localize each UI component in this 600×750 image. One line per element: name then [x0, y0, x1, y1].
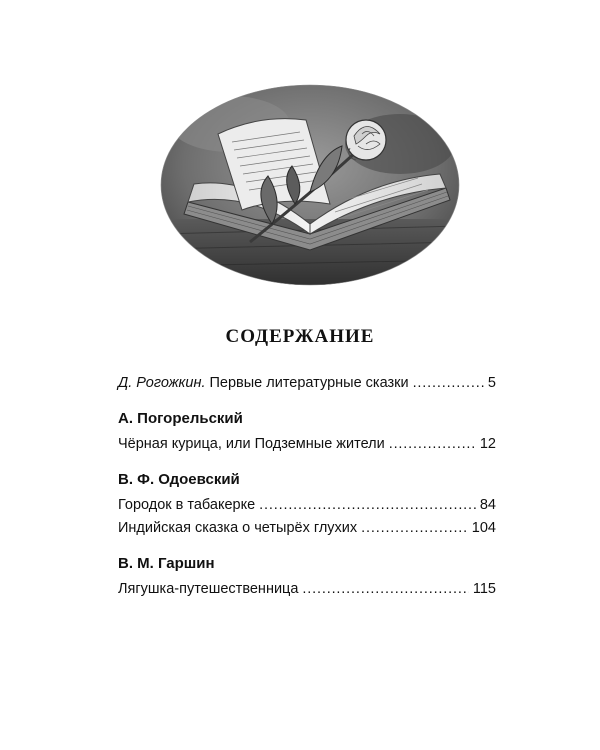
- dot-leader: [259, 494, 476, 517]
- toc-entry-title: Городок в табакерке: [118, 497, 256, 513]
- preface-title: Первые литературные сказки: [209, 375, 409, 391]
- toc-section-garshin: [118, 554, 496, 601]
- toc-entry-title: [118, 372, 409, 395]
- toc-entry-page: 84: [479, 497, 496, 513]
- toc-entry-page: 115: [472, 581, 496, 597]
- toc-entry-page: 104: [471, 520, 496, 536]
- section-author: В. М. Гаршин: [118, 555, 215, 572]
- toc-entry[interactable]: [118, 372, 496, 395]
- toc-section-pogorelsky: [118, 409, 496, 456]
- toc-preface: [118, 372, 496, 395]
- toc-entry-page: 5: [487, 375, 496, 391]
- toc-entry[interactable]: [118, 494, 496, 517]
- toc-entry-page: 12: [479, 436, 496, 452]
- toc-entry[interactable]: [118, 433, 496, 456]
- table-of-contents: [118, 372, 496, 615]
- toc-entry-title: Лягушка-путешественница: [118, 581, 299, 597]
- dot-leader: [302, 578, 468, 601]
- toc-entry[interactable]: [118, 578, 496, 601]
- toc-entry[interactable]: [118, 517, 496, 540]
- toc-entry-title: Индийская сказка о четырёх глухих: [118, 520, 358, 536]
- dot-leader: [389, 433, 476, 456]
- toc-entry-title: Чёрная курица, или Подземные жители: [118, 436, 385, 452]
- preface-author: Д. Рогожкин.: [118, 375, 206, 391]
- book-rose-illustration: [160, 84, 460, 286]
- section-author: В. Ф. Одоевский: [118, 471, 240, 488]
- section-author: А. Погорельский: [118, 410, 243, 427]
- toc-section-odoevsky: [118, 470, 496, 540]
- dot-leader: [361, 517, 468, 540]
- dot-leader: [413, 372, 484, 395]
- page-title: СОДЕРЖАНИЕ: [225, 326, 375, 347]
